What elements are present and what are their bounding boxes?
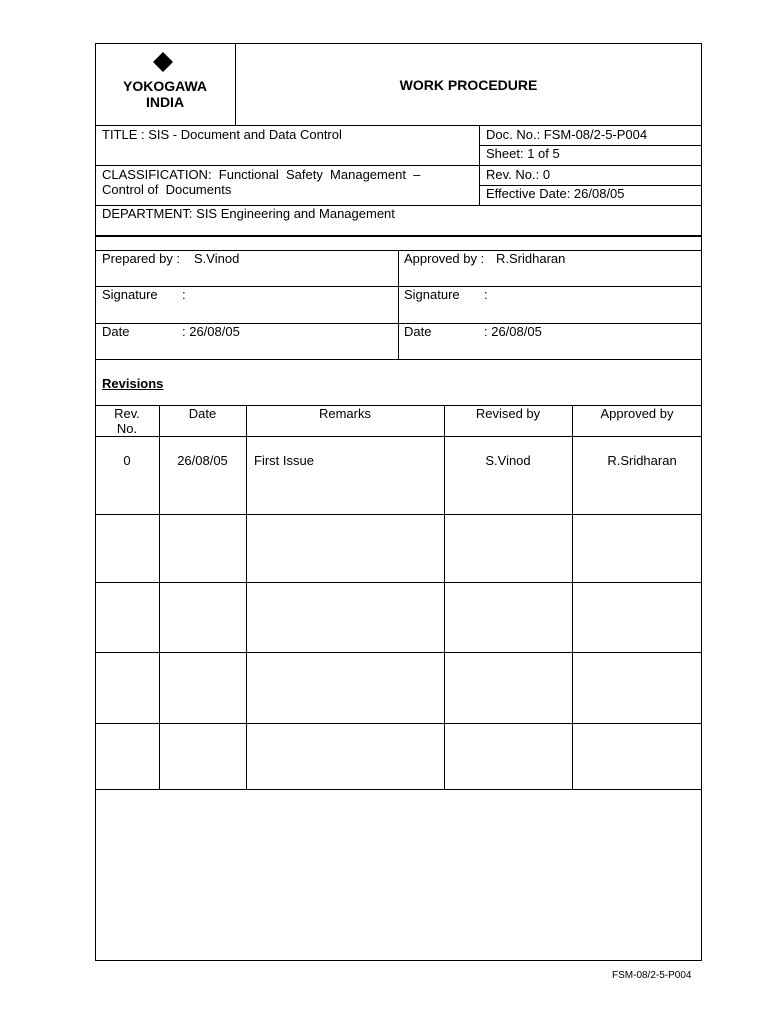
document-title: TITLE : SIS - Document and Data Control [102,127,342,142]
revisions-col-divider-2 [246,405,247,790]
revisions-row-line-3 [95,652,702,653]
column-header-revised-by: Revised by [475,406,541,421]
footer-doc-code: FSM-08/2-5-P004 [612,970,692,981]
approver-signature-colon: : [484,287,488,302]
department: DEPARTMENT: SIS Engineering and Management [102,206,395,221]
revision-row-approved-by: R.Sridharan [607,453,677,468]
approval-divider [398,250,399,360]
revisions-row-line-2 [95,582,702,583]
column-header-remarks: Remarks [318,406,371,421]
approval-bottom-line [95,359,702,360]
revision-number: Rev. No.: 0 [486,167,551,182]
doc-number: Doc. No.: FSM-08/2-5-P004 [486,127,648,142]
preparer-date-label: Date [102,324,130,339]
document-type-title: WORK PROCEDURE [399,77,538,93]
column-header-rev-no: No. [116,421,138,436]
preparer-signature-colon: : [182,287,186,302]
column-header-approved-by: Approved by [600,406,674,421]
info-line-classification [95,165,702,166]
approver-signature-label: Signature [404,287,460,302]
preparer-signature-label: Signature [102,287,158,302]
revision-row-revised-by: S.Vinod [485,453,531,468]
revisions-heading: Revisions [102,376,164,391]
approver-date-value: : 26/08/05 [484,324,542,339]
effective-date: Effective Date: 26/08/05 [486,186,625,201]
approver-date-label: Date [404,324,432,339]
column-header-rev: Rev. [114,406,140,421]
revision-row-remarks: First Issue [254,453,314,468]
header-bottom-line [95,125,702,126]
prepared-by-value: S.Vinod [194,251,240,266]
revisions-row-line-4 [95,723,702,724]
info-block-bottom-rule [95,235,702,237]
approval-line-signature [95,286,702,287]
revisions-header-bottom-line [95,436,702,437]
company-name: YOKOGAWA [122,78,207,94]
classification-line-1: CLASSIFICATION: Functional Safety Management – [102,167,421,182]
sheet-number: Sheet: 1 of 5 [486,146,560,161]
company-country: INDIA [145,94,185,110]
prepared-by-label: Prepared by : [102,251,181,266]
classification-line-2: Control of Documents [102,182,232,197]
column-header-date: Date [188,406,217,421]
preparer-date-value: : 26/08/05 [182,324,240,339]
revision-row-date: 26/08/05 [177,453,228,468]
revisions-row-line-1 [95,514,702,515]
approved-by-value: R.Sridharan [496,251,566,266]
approved-by-label: Approved by : [404,251,485,266]
diamond-logo-icon [153,52,173,72]
revisions-table-bottom-line [95,789,702,790]
revision-row-rev: 0 [123,453,131,468]
